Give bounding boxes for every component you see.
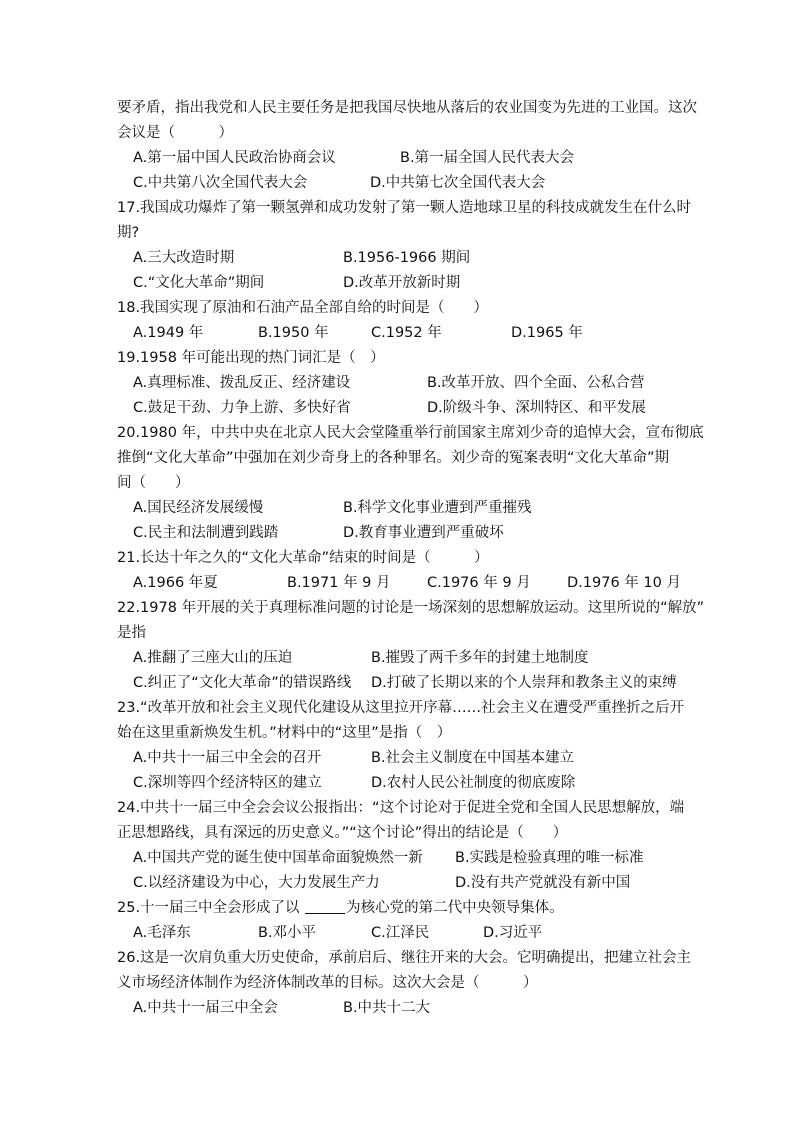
q17-option-a: A.三大改造时期 xyxy=(133,250,235,266)
q20-option-d: D.教育事业遭到严重破坏 xyxy=(343,525,504,541)
q19-stem-line1: 19.1958 年可能出现的热门词汇是（ ） xyxy=(117,350,385,366)
q24-option-d: D.没有共产党就没有新中国 xyxy=(455,875,631,891)
q18-option-a: A.1949 年 xyxy=(133,325,204,341)
q25-option-d: D.习近平 xyxy=(483,925,543,941)
q18-stem-line1: 18.我国实现了原油和石油产品全部自给的时间是（ ） xyxy=(117,300,489,316)
q25-option-a: A.毛泽东 xyxy=(133,925,191,941)
q20-option-b: B.科学文化事业遭到严重摧残 xyxy=(343,500,532,516)
q18-option-b: B.1950 年 xyxy=(258,325,329,341)
q23-option-c: C.深圳等四个经济特区的建立 xyxy=(133,775,322,791)
q18-option-c: C.1952 年 xyxy=(371,325,442,341)
q22-option-c: C.纠正了“文化大革命”的错误路线 xyxy=(133,675,352,691)
q21-option-c: C.1976 年 9 月 xyxy=(427,575,531,591)
q21-option-d: D.1976 年 10 月 xyxy=(567,575,681,591)
q24-stem-line1: 24.中共十一届三中全会会议公报指出：“这个讨论对于促进全党和全国人民思想解放，端 xyxy=(117,800,685,816)
q17-option-c: C.“文化大革命”期间 xyxy=(133,275,265,291)
q26-stem-line1: 26.这是一次肩负重大历史使命，承前启后、继往开来的大会。它明确提出，把建立社会主 xyxy=(117,950,692,966)
q23-stem-line1: 23.“改革开放和社会主义现代化建设从这里拉开序幕……社会主义在遭受严重挫折之后开 xyxy=(117,700,685,716)
q16-option-b: B.第一届全国人民代表大会 xyxy=(400,150,575,166)
q19-option-c: C.鼓足干劲、力争上游、多快好省 xyxy=(133,400,351,416)
q17-option-b: B.1956-1966 期间 xyxy=(343,250,471,266)
q23-option-d: D.农村人民公社制度的彻底废除 xyxy=(371,775,576,791)
q22-option-b: B.摧毁了两千多年的封建土地制度 xyxy=(371,650,589,666)
q24-stem-line2: 正思想路线，具有深远的历史意义。”“这个讨论”得出的结论是（ ） xyxy=(117,825,568,841)
q20-stem-line2: 推倒“文化大革命”中强加在刘少奇身上的各种罪名。刘少奇的冤案表明“文化大革命”期 xyxy=(117,450,670,466)
q20-stem-line3: 间（ ） xyxy=(117,475,190,491)
q22-stem-line1: 22.1978 年开展的关于真理标准问题的讨论是一场深刻的思想解放运动。这里所说的“解放” xyxy=(117,600,705,616)
q26-stem-line2: 义市场经济体制作为经济体制改革的目标。这次大会是（ ） xyxy=(117,975,538,991)
q19-option-d: D.阶级斗争、深圳特区、和平发展 xyxy=(427,400,646,416)
q22-option-a: A.推翻了三座大山的压迫 xyxy=(133,650,293,666)
q23-option-b: B.社会主义制度在中国基本建立 xyxy=(371,750,575,766)
q16-option-a: A.第一届中国人民政治协商会议 xyxy=(133,150,336,166)
q24-option-a: A.中国共产党的诞生使中国革命面貌焕然一新 xyxy=(133,850,423,866)
q17-stem-line2: 期? xyxy=(117,225,140,241)
q26-option-a: A.中共十一届三中全会 xyxy=(133,1000,278,1016)
q25-stem-line1 xyxy=(117,898,564,918)
q20-option-c: C.民主和法制遭到践踏 xyxy=(133,525,279,541)
q22-option-d: D.打破了长期以来的个人崇拜和教条主义的束缚 xyxy=(371,675,677,691)
q20-option-a: A.国民经济发展缓慢 xyxy=(133,500,264,516)
q18-option-d: D.1965 年 xyxy=(511,325,583,341)
q24-option-c: C.以经济建设为中心，大力发展生产力 xyxy=(133,875,380,891)
q25-stem-post: 为核心党的第二代中央领导集体。 xyxy=(346,900,564,916)
q16-stem-line1: 要矛盾，指出我党和人民主要任务是把我国尽快地从落后的农业国变为先进的工业国。这次 xyxy=(117,100,697,116)
q19-option-a: A.真理标准、拨乱反正、经济建设 xyxy=(133,375,351,391)
q23-option-a: A.中共十一届三中全会的召开 xyxy=(133,750,322,766)
q16-option-c: C.中共第八次全国代表大会 xyxy=(133,175,308,191)
q20-stem-line1: 20.1980 年，中共中央在北京人民大会堂隆重举行前国家主席刘少奇的追悼大会，宣布彻底 xyxy=(117,425,704,441)
q25-stem-pre: 25.十一届三中全会形成了以 xyxy=(117,900,305,916)
q21-option-a: A.1966 年夏 xyxy=(133,575,218,591)
q25-fill-blank xyxy=(305,899,345,914)
q17-option-d: D.改革开放新时期 xyxy=(343,275,461,291)
q25-option-c: C.江泽民 xyxy=(371,925,430,941)
q16-option-d: D.中共第七次全国代表大会 xyxy=(370,175,546,191)
q19-option-b: B.改革开放、四个全面、公私合营 xyxy=(427,375,645,391)
q21-stem-line1: 21.长达十年之久的“文化大革命”结束的时间是（ ） xyxy=(117,550,489,566)
q16-stem-line2: 会议是（ ） xyxy=(117,125,233,141)
q23-stem-line2: 始在这里重新焕发生机。”材料中的“这里”是指（ ） xyxy=(117,725,452,741)
q26-option-b: B.中共十二大 xyxy=(343,1000,431,1016)
q25-option-b: B.邓小平 xyxy=(258,925,317,941)
q21-option-b: B.1971 年 9 月 xyxy=(287,575,391,591)
q24-option-b: B.实践是检验真理的唯一标准 xyxy=(455,850,644,866)
q22-stem-line2: 是指 xyxy=(117,625,146,641)
q17-stem-line1: 17.我国成功爆炸了第一颗氢弹和成功发射了第一颗人造地球卫星的科技成就发生在什么时 xyxy=(117,200,692,216)
